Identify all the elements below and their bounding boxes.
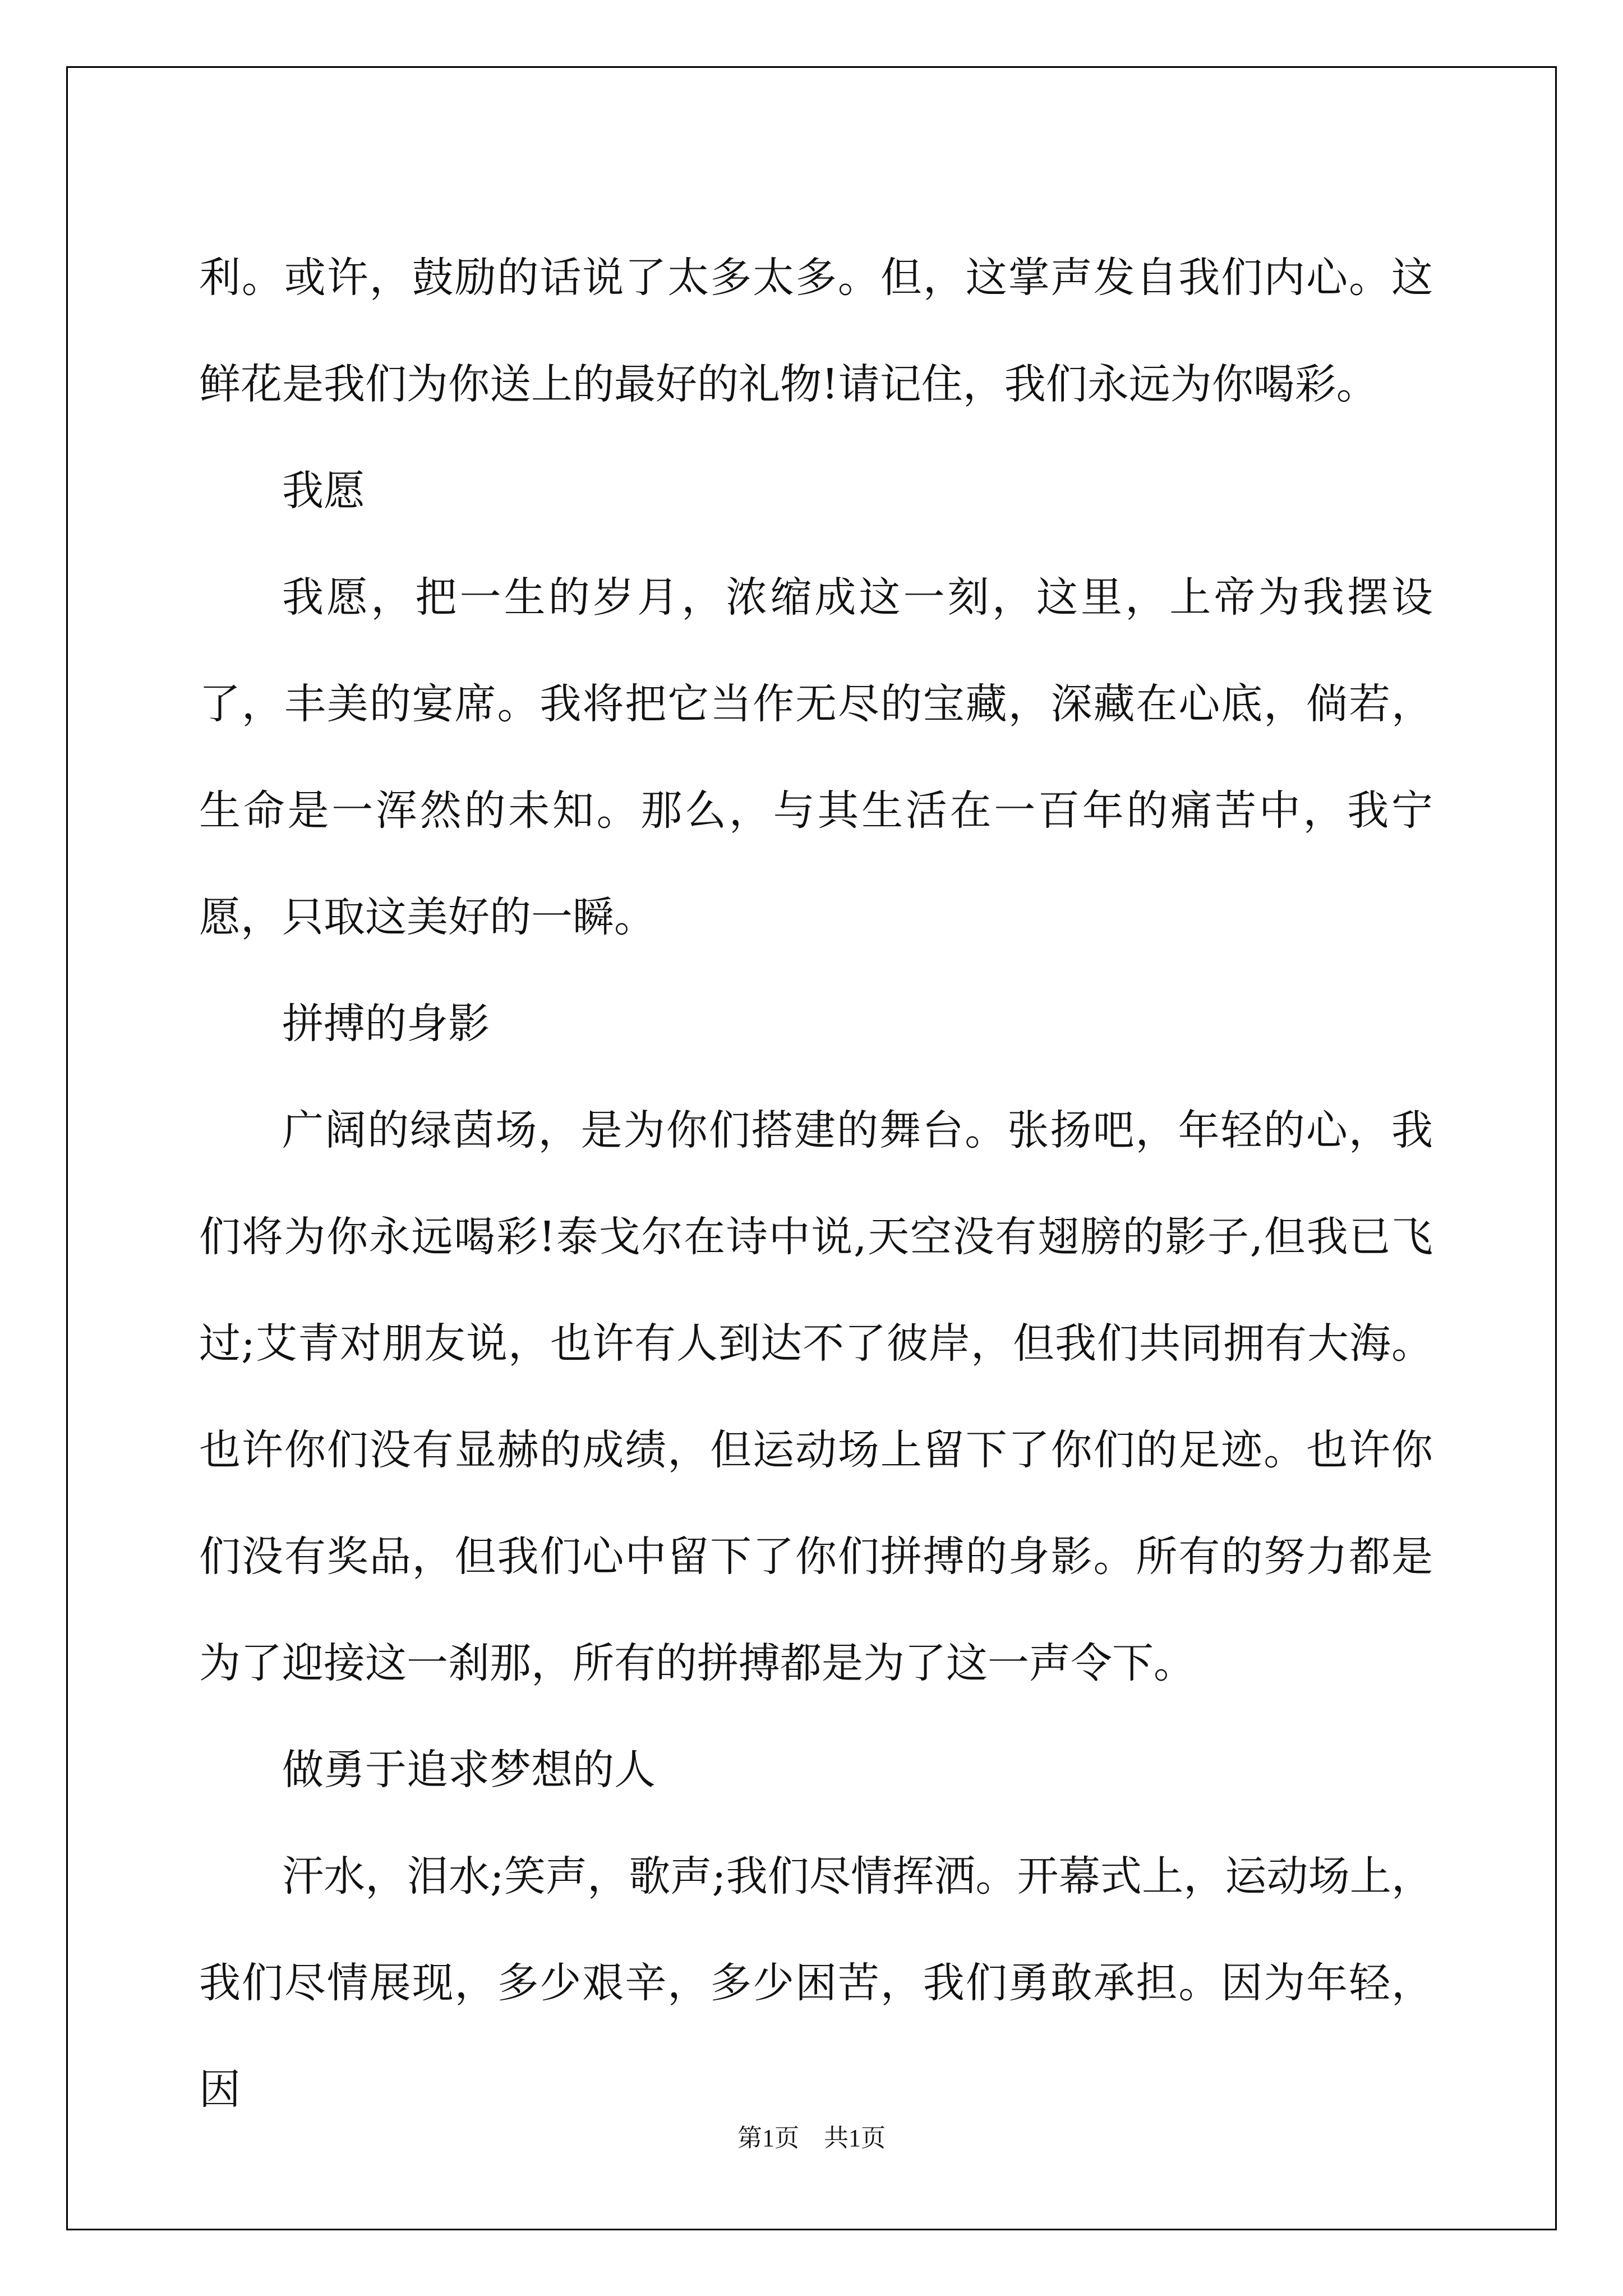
- document-body: [199, 224, 1433, 2143]
- section-heading: 做勇于追求梦想的人: [282, 1746, 656, 1794]
- section-heading: 拼搏的身影: [282, 1000, 490, 1048]
- page-number-footer: 第1页 共1页: [737, 2124, 886, 2152]
- paragraph: 广阔的绿茵场，是为你们搭建的舞台。张扬吧，年轻的心，我们将为你永远喝彩!泰戈尔在诗中说,天空没有翅膀的影子,但我已飞过;艾青对朋友说，也许有人到达不了彼岸，但我们共同拥有大海。也许你们没有显赫的成绩，但运动场上留下了你们的足迹。也许你们没有奖品，但我们心中留下了你们拼搏的身影。所有的努力都是为了迎接这一刹那，所有的拼搏都是为了这一声令下。: [199, 1106, 1433, 1687]
- section-heading: 我愿: [282, 467, 365, 515]
- paragraph: 我愿，把一生的岁月，浓缩成这一刻，这里，上帝为我摆设了，丰美的宴席。我将把它当作无尽的宝藏，深藏在心底，倘若，生命是一浑然的未知。那么，与其生活在一百年的痛苦中，我宁愿，只取这美好的一瞬。: [199, 573, 1433, 941]
- paragraph: 利。或许，鼓励的话说了太多太多。但，这掌声发自我们内心。这鲜花是我们为你送上的最好的礼物!请记住，我们永远为你喝彩。: [199, 254, 1433, 408]
- paragraph: 汗水，泪水;笑声，歌声;我们尽情挥洒。开幕式上，运动场上，我们尽情展现，多少艰辛，多少困苦，我们勇敢承担。因为年轻，因: [199, 1852, 1433, 2114]
